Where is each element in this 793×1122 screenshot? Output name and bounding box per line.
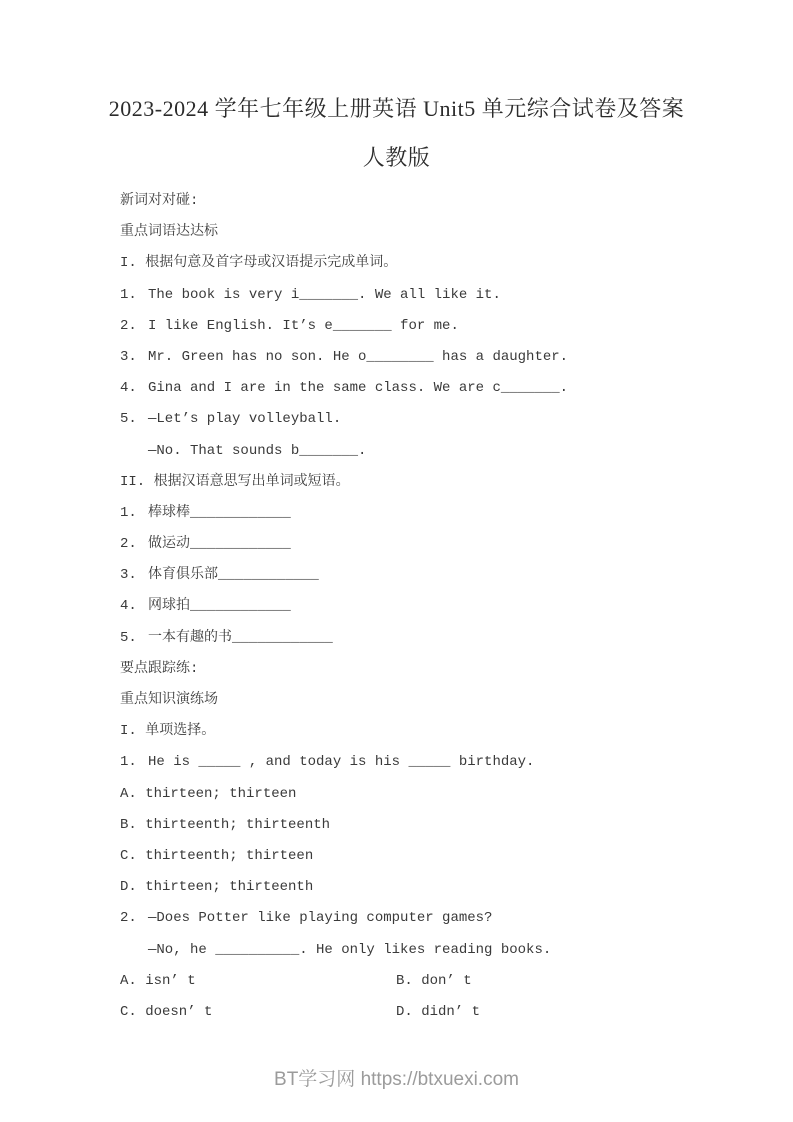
text-line: II. 根据汉语意思写出单词或短语。 bbox=[120, 473, 350, 490]
question-line bbox=[0, 591, 793, 622]
item-text: I like English. It’s e_______ for me. bbox=[148, 317, 459, 334]
document-title-block bbox=[0, 0, 793, 175]
item-number: 2. bbox=[120, 317, 137, 334]
item-text: Mr. Green has no son. He o________ has a daughter. bbox=[148, 348, 569, 365]
text-line: B. thirteenth; thirteenth bbox=[120, 816, 331, 833]
footer-site-text: BT学习网 https://btxuexi.com bbox=[274, 1069, 519, 1090]
item-text: —Let’s play volleyball. bbox=[148, 411, 342, 428]
document-body bbox=[0, 186, 793, 1028]
item-number: 5. bbox=[120, 629, 137, 646]
text-line: 要点跟踪练: bbox=[120, 660, 199, 677]
text-line: C. thirteenth; thirteen bbox=[120, 847, 314, 864]
question-line bbox=[0, 342, 793, 373]
option-b: B. don’ t bbox=[396, 972, 472, 989]
item-number: 2. bbox=[120, 536, 137, 553]
option-b: D. didn’ t bbox=[396, 1003, 481, 1020]
option-a: A. isn’ t bbox=[120, 972, 196, 989]
question-line bbox=[0, 903, 793, 934]
item-text: 做运动____________ bbox=[148, 536, 291, 553]
text-line: I. 根据句意及首字母或汉语提示完成单词。 bbox=[120, 255, 398, 272]
item-number: 1. bbox=[120, 754, 137, 771]
question-line bbox=[0, 623, 793, 654]
option-row bbox=[0, 997, 793, 1028]
item-text: The book is very i_______. We all like it. bbox=[148, 286, 501, 303]
item-number: 4. bbox=[120, 380, 137, 397]
item-number: 1. bbox=[120, 504, 137, 521]
text-line: D. thirteen; thirteenth bbox=[120, 879, 314, 896]
question-line bbox=[0, 747, 793, 778]
question-line bbox=[0, 280, 793, 311]
option-a: C. doesn’ t bbox=[120, 1003, 213, 1020]
item-number: 3. bbox=[120, 348, 137, 365]
question-line bbox=[0, 404, 793, 435]
item-text: Gina and I are in the same class. We are c_______. bbox=[148, 380, 569, 397]
continuation-line: —No. That sounds b_______. bbox=[148, 442, 367, 459]
item-text: 网球拍____________ bbox=[148, 598, 291, 615]
item-number: 3. bbox=[120, 567, 137, 584]
document-title-line2: 人教版 bbox=[362, 145, 431, 170]
item-number: 4. bbox=[120, 598, 137, 615]
question-line bbox=[0, 373, 793, 404]
text-line: I. 单项选择。 bbox=[120, 723, 216, 740]
footer-watermark bbox=[0, 1066, 793, 1094]
item-number: 5. bbox=[120, 411, 137, 428]
question-line bbox=[0, 560, 793, 591]
text-line: 重点知识演练场 bbox=[120, 692, 218, 708]
item-number: 1. bbox=[120, 286, 137, 303]
item-number: 2. bbox=[120, 910, 137, 927]
text-line: 新词对对碰: bbox=[120, 193, 199, 209]
continuation-line: —No, he __________. He only likes reading books. bbox=[148, 941, 552, 958]
option-row bbox=[0, 966, 793, 997]
item-text: He is _____ , and today is his _____ birthday. bbox=[148, 754, 535, 771]
text-line: A. thirteen; thirteen bbox=[120, 785, 297, 802]
item-text: 一本有趣的书____________ bbox=[148, 629, 333, 646]
item-text: 棒球棒____________ bbox=[148, 504, 291, 521]
item-text: —Does Potter like playing computer games? bbox=[148, 910, 493, 927]
text-line: 重点词语达达标 bbox=[120, 224, 218, 241]
item-text: 体育俱乐部____________ bbox=[148, 567, 319, 584]
question-line bbox=[0, 498, 793, 529]
question-line bbox=[0, 529, 793, 560]
question-line bbox=[0, 311, 793, 342]
document-title-line1: 2023-2024 学年七年级上册英语 Unit5 单元综合试卷及答案 bbox=[108, 96, 685, 121]
